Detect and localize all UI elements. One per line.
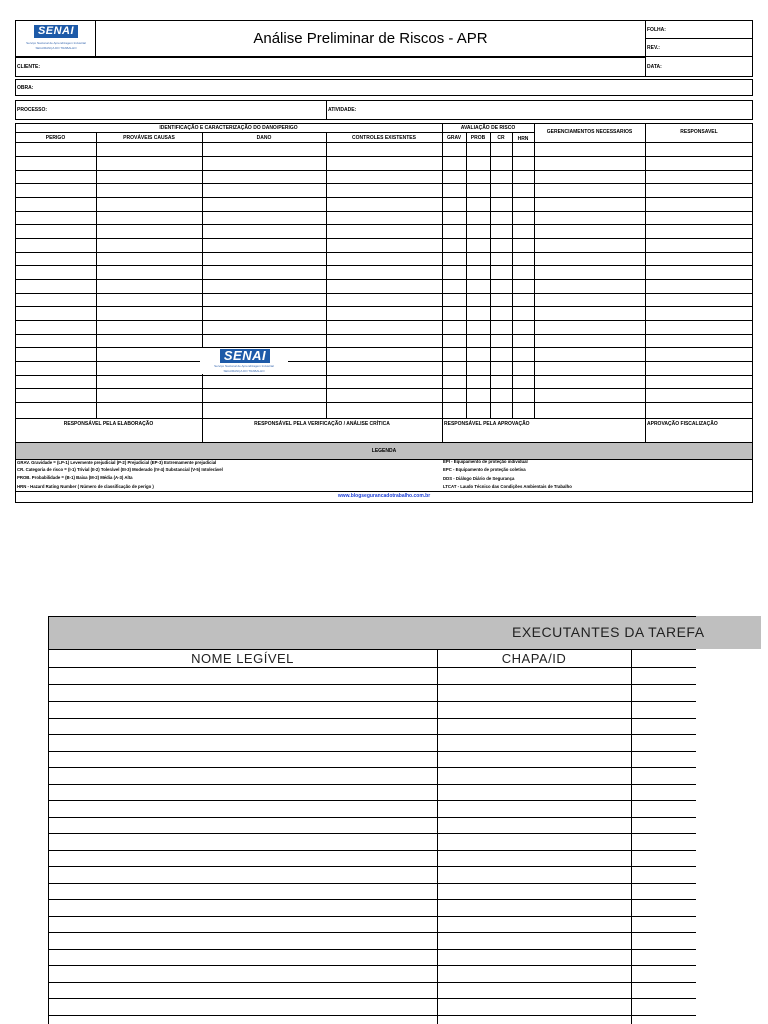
watermark-logo	[200, 348, 288, 374]
sig-aprovacao[interactable]: RESPONSÁVEL PELA APROVAÇÃO	[444, 421, 530, 427]
legend-grav: GRAV. Gravidade = (LP-1) Levemente prejudicial (P-2) Prejudicial (EP-3) Extremamente prejudicial	[17, 460, 217, 465]
page-title: Análise Preliminar de Riscos - APR	[253, 30, 488, 47]
footer-url[interactable]: www.blogsegurancadotrabalho.com.br	[337, 493, 431, 499]
legend-epi: EPI - Equipamento de proteção individual	[443, 459, 528, 464]
legend-prob: PROB. Probabilidade = (B-1) Baixa (M-2) Média (A-3) Alta	[17, 475, 133, 480]
group-avaliacao: AVALIAÇÃO DE RISCO	[460, 125, 516, 131]
col-perigo: PERIGO	[45, 135, 66, 141]
col-cr: CR	[497, 135, 505, 141]
legend-epc: EPC - Equipamento de proteção coletiva	[443, 467, 526, 472]
cliente-label[interactable]: CLIENTE:	[17, 64, 41, 70]
folha-label: FOLHA:	[647, 27, 666, 33]
logo-box	[15, 20, 96, 57]
senai-logo: SENAI	[34, 25, 78, 38]
col-controles: CONTROLES EXISTENTES	[352, 135, 416, 141]
col-causas: PROVÁVEIS CAUSAS	[123, 135, 175, 141]
sig-elaboracao[interactable]: RESPONSÁVEL PELA ELABORAÇÃO	[63, 421, 154, 427]
col-hrn: HRN	[517, 136, 529, 142]
legend-title: LEGENDA	[371, 448, 397, 454]
col-gerenciamentos: GERENCIAMENTOS NECESSARIOS	[546, 129, 633, 135]
sig-fiscalizacao[interactable]: APROVAÇÃO FISCALIZAÇÃO	[647, 421, 718, 427]
col-responsavel: RESPONSAVEL	[680, 129, 718, 135]
legend-ltcat: LTCAT - Laudo Técnico das Condições Ambientais de Trabalho	[443, 484, 572, 489]
rev-label: REV.:	[647, 45, 660, 51]
legend-hrn: HRN - Hazard Rating Number ( Número de classificação de perigo )	[17, 484, 154, 489]
obra-label: OBRA:	[17, 85, 34, 91]
legend-cr: CR. Categoria de risco = (I-1) Trivial (II-2) Tolerável (III-3) Moderado (IV-4) Substancial (V-5) Intolerável	[17, 467, 223, 472]
watermark-subtitle-1: Serviço Nacional de Aprendizagem Industrial	[214, 364, 274, 368]
watermark-logo-mark: SENAI	[220, 349, 270, 363]
data-label: DATA:	[647, 64, 662, 70]
logo-subtitle-1: Serviço Nacional de Aprendizagem Industrial	[26, 41, 86, 45]
watermark-subtitle-2: SEGURANÇA DO TRABALHO	[223, 369, 265, 373]
processo-label[interactable]: PROCESSO:	[17, 107, 48, 113]
sig-verificacao[interactable]: RESPONSÁVEL PELA VERIFICAÇÃO / ANÁLISE CRÍTICA	[254, 421, 390, 427]
col-nome-legivel: NOME LEGÍVEL	[191, 651, 294, 666]
processo-row	[15, 100, 753, 120]
executantes-title: EXECUTANTES DA TAREFA	[512, 624, 705, 640]
group-identificacao: IDENTIFICAÇÃO E CARACTERIZAÇÃO DO DANO/PERIGO	[159, 125, 298, 131]
logo-subtitle-2: SEGURANÇA DO TRABALHO	[35, 46, 77, 50]
col-grav: GRAV	[446, 135, 462, 141]
col-dano: DANO	[256, 135, 272, 141]
col-prob: PROB	[470, 135, 486, 141]
obra-field[interactable]	[15, 79, 753, 96]
atividade-label[interactable]: ATIVIDADE:	[328, 107, 357, 113]
col-chapa-id: CHAPA/ID	[501, 651, 567, 666]
legend-dds: DDS - Diálogo Diário de Segurança	[443, 476, 515, 481]
